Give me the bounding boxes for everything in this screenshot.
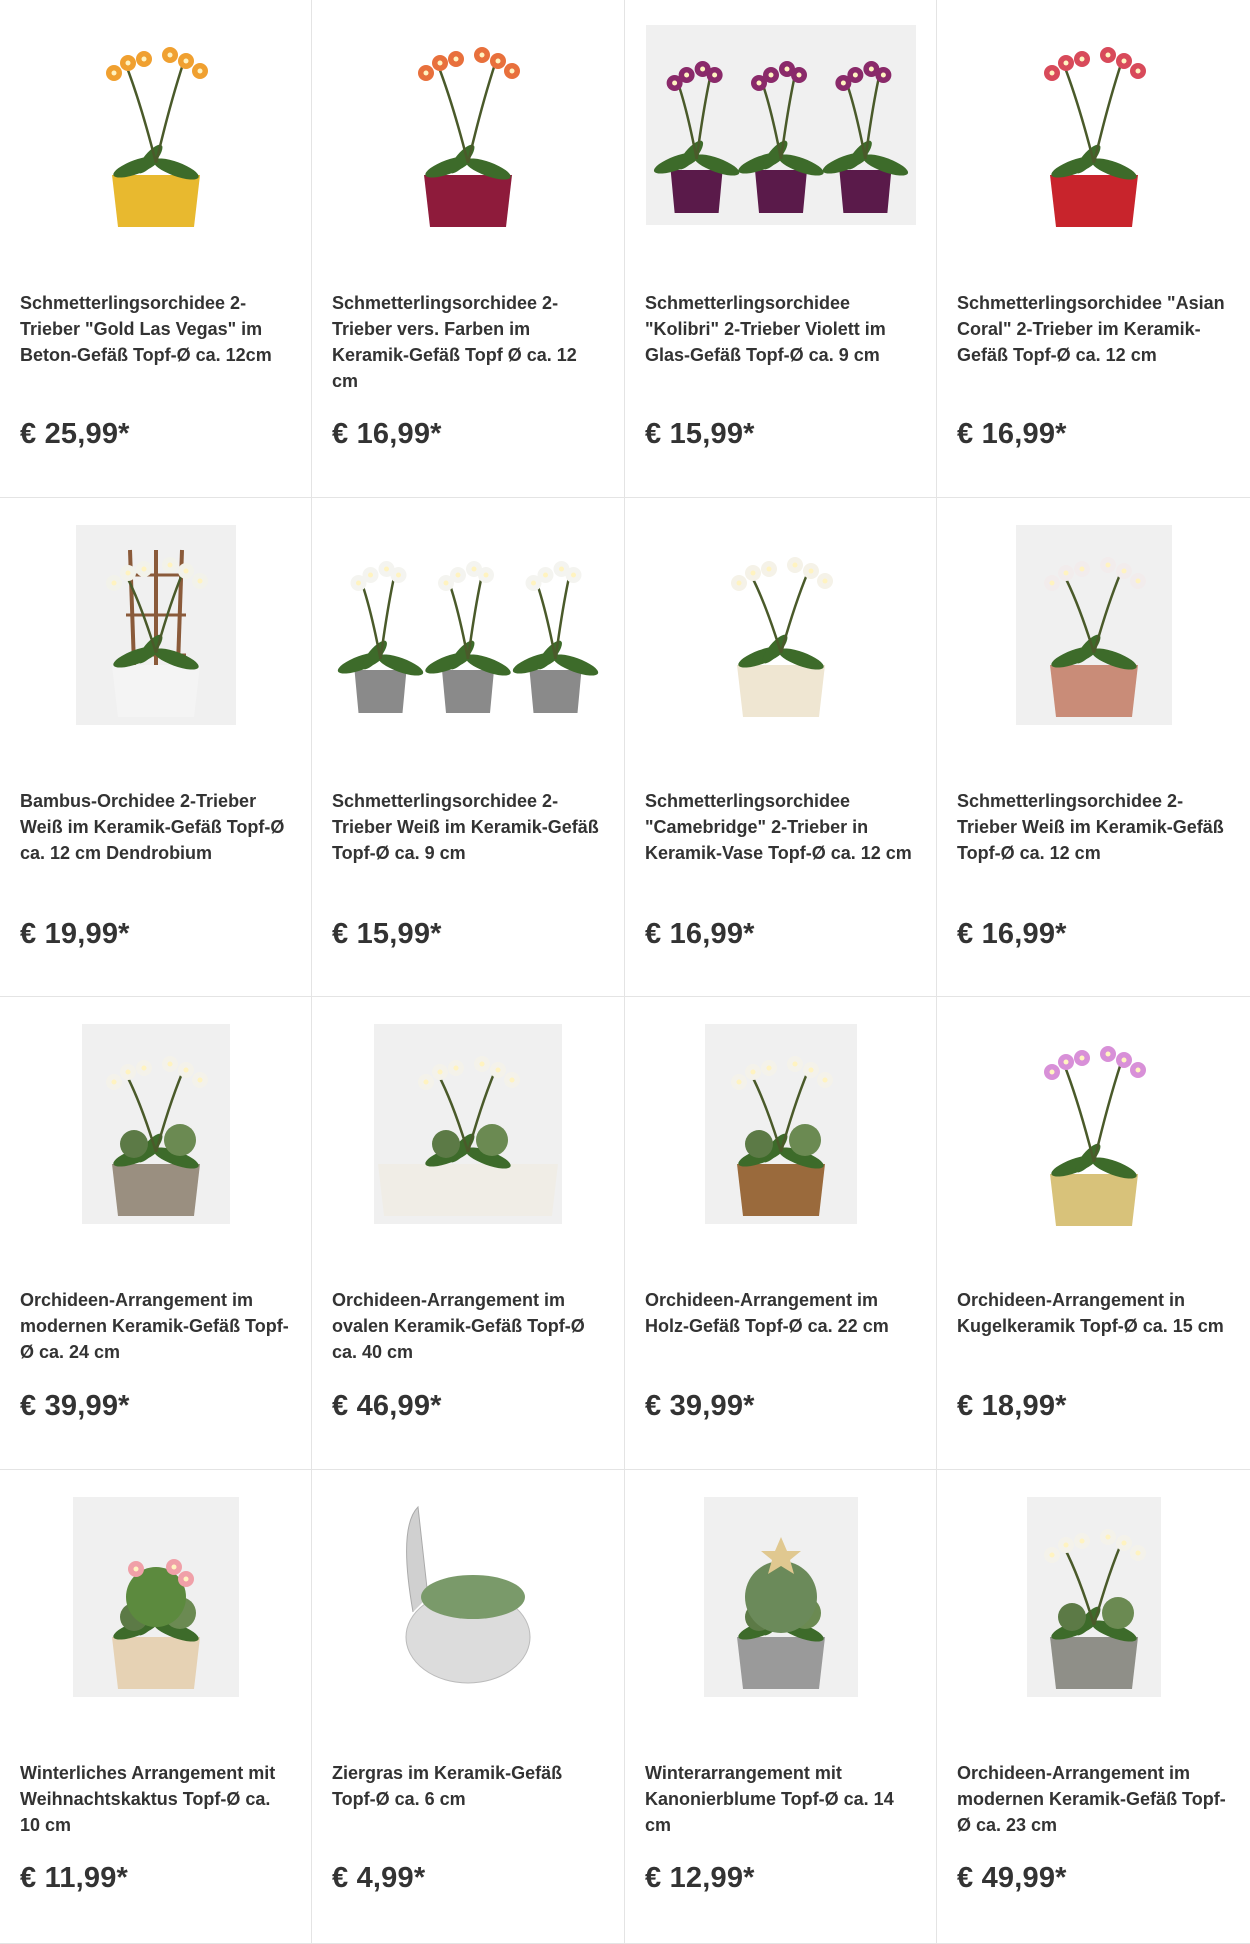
product-image[interactable] [625,20,936,230]
product-price: € 25,99* [20,418,130,450]
product-card[interactable] [937,498,1250,997]
product-image[interactable] [625,1492,936,1702]
product-price: € 19,99* [20,918,130,950]
product-image[interactable] [312,20,624,230]
product-card[interactable] [0,0,312,498]
product-title[interactable]: Schmetterlingsorchidee 2-Trieber Weiß im Keramik-Gefäß Topf-Ø ca. 9 cm [332,791,599,863]
product-price: € 16,99* [645,918,755,950]
product-price: € 12,99* [645,1862,755,1894]
product-price: € 15,99* [332,918,442,950]
product-card[interactable] [312,997,625,1470]
product-price: € 16,99* [957,418,1067,450]
product-image[interactable] [0,1492,311,1702]
product-card[interactable] [312,498,625,997]
white-orchid-cream-vase-photo [701,525,861,725]
product-title[interactable]: Winterliches Arrangement mit Weihnachtskaktus Topf-Ø ca. 10 cm [20,1763,276,1835]
product-card[interactable] [312,0,625,498]
product-image[interactable] [937,1019,1250,1229]
product-title[interactable]: Orchideen-Arrangement im Holz-Gefäß Topf-Ø ca. 22 cm [645,1290,889,1336]
product-image[interactable] [312,1492,624,1702]
three-violet-orchids-glass-pots-photo [646,25,916,225]
product-title[interactable]: Orchideen-Arrangement im modernen Keramik-Gefäß Topf-Ø ca. 23 cm [957,1763,1226,1835]
product-title[interactable]: Schmetterlingsorchidee 2-Trieber vers. Farben im Keramik-Gefäß Topf Ø ca. 12 cm [332,293,577,391]
product-card[interactable] [937,997,1250,1470]
white-orchid-arrangement-grey-pot-photo [1027,1497,1161,1697]
three-white-orchids-grey-pots-photo [328,525,608,725]
white-orchid-striped-pot-photo [1016,525,1172,725]
product-title[interactable]: Schmetterlingsorchidee 2-Trieber Weiß im Keramik-Gefäß Topf-Ø ca. 12 cm [957,791,1224,863]
product-title[interactable]: Orchideen-Arrangement in Kugelkeramik Topf-Ø ca. 15 cm [957,1290,1224,1336]
product-image[interactable] [312,520,624,730]
product-image[interactable] [312,1019,624,1229]
product-price: € 11,99* [20,1862,129,1894]
product-title[interactable]: Schmetterlingsorchidee "Asian Coral" 2-Trieber im Keramik-Gefäß Topf-Ø ca. 12 cm [957,293,1225,365]
product-card[interactable] [312,1470,625,1944]
product-card[interactable] [625,1470,937,1944]
orchid-arrangement-oval-bowl-photo [374,1024,562,1224]
product-image[interactable] [937,520,1250,730]
pilea-knitted-boot-pot-photo [704,1497,858,1697]
grass-silver-deer-pot-photo [368,1487,568,1707]
product-price: € 16,99* [332,418,442,450]
product-image[interactable] [937,1492,1250,1702]
product-title[interactable]: Schmetterlingsorchidee "Camebridge" 2-Trieber in Keramik-Vase Topf-Ø ca. 12 cm [645,791,912,863]
product-card[interactable] [0,1470,312,1944]
product-price: € 16,99* [957,918,1067,950]
pink-orchid-gold-ball-pot-photo [1004,1014,1184,1234]
product-card[interactable] [0,498,312,997]
coral-orchid-red-pot-photo [994,15,1194,235]
product-price: € 4,99* [332,1862,426,1894]
product-title[interactable]: Orchideen-Arrangement im modernen Keramik-Gefäß Topf-Ø ca. 24 cm [20,1290,289,1362]
product-card[interactable] [625,997,937,1470]
product-price: € 18,99* [957,1390,1067,1422]
product-price: € 15,99* [645,418,755,450]
orchid-arrangement-stone-pot-photo [82,1024,230,1224]
product-image[interactable] [937,20,1250,230]
product-card[interactable] [937,0,1250,498]
product-title[interactable]: Winterarrangement mit Kanonierblume Topf-Ø ca. 14 cm [645,1763,894,1835]
orange-orchid-red-ceramic-pot-photo [368,15,568,235]
product-title[interactable]: Schmetterlingsorchidee "Kolibri" 2-Trieber Violett im Glas-Gefäß Topf-Ø ca. 9 cm [645,293,886,365]
christmas-cactus-wooden-box-photo [73,1497,239,1697]
bamboo-orchid-trellis-photo [76,525,236,725]
product-card[interactable] [625,0,937,498]
product-price: € 39,99* [645,1390,755,1422]
product-title[interactable]: Bambus-Orchidee 2-Trieber Weiß im Keramik-Gefäß Topf-Ø ca. 12 cm Dendrobium [20,791,285,863]
product-card[interactable] [625,498,937,997]
product-title[interactable]: Orchideen-Arrangement im ovalen Keramik-Gefäß Topf-Ø ca. 40 cm [332,1290,585,1362]
product-price: € 49,99* [957,1862,1067,1894]
orchid-arrangement-wood-pot-photo [705,1024,857,1224]
product-image[interactable] [0,20,311,230]
product-image[interactable] [625,520,936,730]
product-image[interactable] [0,1019,311,1229]
product-image[interactable] [625,1019,936,1229]
product-price: € 46,99* [332,1390,442,1422]
product-image[interactable] [0,520,311,730]
product-price: € 39,99* [20,1390,130,1422]
product-card[interactable] [0,997,312,1470]
product-card[interactable] [937,1470,1250,1944]
product-title[interactable]: Schmetterlingsorchidee 2-Trieber "Gold Las Vegas" im Beton-Gefäß Topf-Ø ca. 12cm [20,293,272,365]
product-title[interactable]: Ziergras im Keramik-Gefäß Topf-Ø ca. 6 cm [332,1763,563,1809]
orange-orchid-yellow-concrete-pot-photo [36,15,276,235]
